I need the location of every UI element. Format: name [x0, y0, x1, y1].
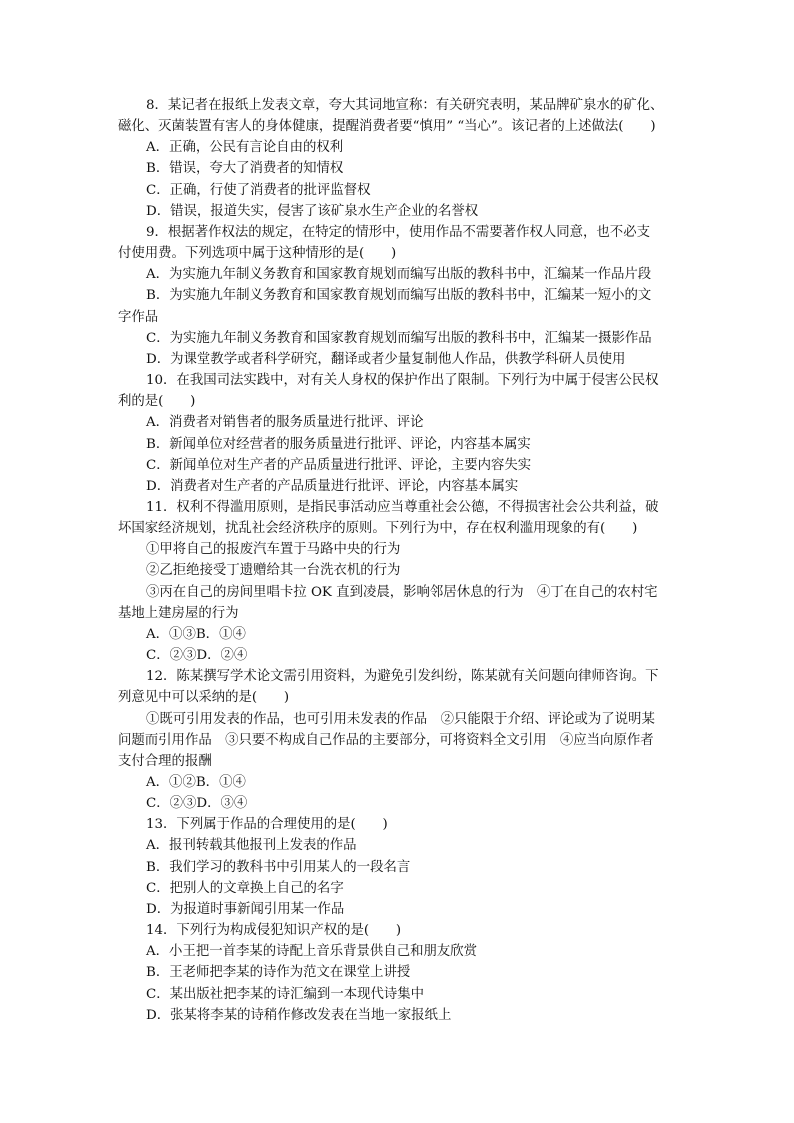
- question-9-option-b-cont: 字作品: [118, 309, 159, 325]
- question-9-option-d: D．为课堂教学或者科学研究，翻译或者少量复制他人作品，供教学科研人员使用: [146, 351, 626, 367]
- question-11-item-3: ③丙在自己的房间里唱卡拉 OK 直到凌晨，影响邻居休息的行为 ④丁在自己的农村宅: [146, 584, 658, 600]
- question-12-items-line-1: ①既可引用发表的作品，也可引用未发表的作品 ②只能限于介绍、评论或为了说明某: [146, 711, 655, 727]
- question-9: [118, 222, 678, 370]
- question-12-options-ab: A．①②B．①④: [146, 775, 246, 790]
- question-12-stem-line-2: 列意见中可以采纳的是( ): [118, 690, 290, 706]
- question-11-options-cd: C．②③D．②④: [146, 648, 248, 664]
- question-8: [118, 95, 678, 222]
- question-12-items-line-2: 问题而引用作品 ③只要不构成自己作品的主要部分，可将资料全文引用 ④应当向原作者: [118, 732, 654, 748]
- question-11-item-2: ②乙拒绝接受丁遗赠给其一台洗衣机的行为: [146, 563, 401, 579]
- question-8-option-a: A．正确，公民有言论自由的权利: [146, 140, 344, 156]
- question-14: [118, 920, 678, 1026]
- question-11: [118, 497, 678, 666]
- question-10-stem-line-1: 10．在我国司法实践中，对有关人身权的保护作出了限制。下列行为中属于侵害公民权: [146, 373, 659, 389]
- question-10-option-a: A．消费者对销售者的服务质量进行批评、评论: [146, 415, 424, 431]
- question-11-stem-line-2: 坏国家经济规划，扰乱社会经济秩序的原则。下列行为中，存在权利滥用现象的有( ): [118, 521, 638, 537]
- question-10: [118, 370, 678, 497]
- question-14-option-c: C．某出版社把李某的诗汇编到一本现代诗集中: [146, 986, 425, 1002]
- question-11-item-3-cont: 基地上建房屋的行为: [118, 605, 239, 621]
- question-9-option-c: C．为实施九年制义务教育和国家教育规划而编写出版的教科书中，汇编某一摄影作品: [146, 330, 652, 346]
- question-13-option-d: D．为报道时事新闻引用某一作品: [146, 901, 345, 917]
- question-13-stem: 13．下列属于作品的合理使用的是( ): [146, 817, 388, 833]
- question-8-option-b: B．错误，夸大了消费者的知情权: [146, 161, 344, 177]
- question-13-option-b: B．我们学习的教科书中引用某人的一段名言: [146, 859, 411, 875]
- question-12: [118, 666, 678, 814]
- question-9-stem-line-1: 9．根据著作权法的规定，在特定的情形中，使用作品不需要著作权人同意，也不必支: [146, 224, 650, 240]
- question-13-option-c: C．把别人的文章换上自己的名字: [146, 880, 344, 896]
- question-14-option-a: A．小王把一首李某的诗配上音乐背景供自己和朋友欣赏: [146, 944, 478, 960]
- question-14-stem: 14．下列行为构成侵犯知识产权的是( ): [146, 923, 402, 939]
- question-14-option-b: B．王老师把李某的诗作为范文在课堂上讲授: [146, 965, 411, 981]
- question-9-stem-line-2: 付使用费。下列选项中属于这种情形的是( ): [118, 246, 397, 262]
- document-page: [118, 95, 678, 1026]
- question-14-option-d: D．张某将李某的诗稍作修改发表在当地一家报纸上: [146, 1007, 452, 1023]
- question-10-stem-line-2: 利的是( ): [118, 394, 196, 410]
- question-8-option-c: C．正确，行使了消费者的批评监督权: [146, 182, 371, 198]
- question-11-stem-line-1: 11．权利不得滥用原则，是指民事活动应当尊重社会公德，不得损害社会公共利益，破: [146, 499, 659, 515]
- question-8-option-d: D．错误，报道失实，侵害了该矿泉水生产企业的名誉权: [146, 203, 479, 219]
- question-11-options-ab: A．①③B．①④: [146, 626, 246, 642]
- question-12-stem-line-1: 12．陈某撰写学术论文需引用资料，为避免引发纠纷，陈某就有关问题向律师咨询。下: [146, 669, 659, 685]
- question-13: [118, 814, 678, 920]
- question-13-option-a: A．报刊转载其他报刊上发表的作品: [146, 838, 357, 854]
- question-8-stem-line-2: 磁化、灭菌装置有害人的身体健康，提醒消费者要“慎用” “当心”。该记者的上述做法( ): [118, 119, 656, 135]
- question-10-option-d: D．消费者对生产者的产品质量进行批评、评论，内容基本属实: [146, 478, 519, 494]
- question-12-options-cd: C．②③D．③④: [146, 796, 248, 812]
- question-10-option-b: B．新闻单位对经营者的服务质量进行批评、评论，内容基本属实: [146, 436, 531, 452]
- question-9-option-b: B．为实施九年制义务教育和国家教育规划而编写出版的教科书中，汇编某一短小的文: [146, 288, 652, 304]
- question-10-option-c: C．新闻单位对生产者的产品质量进行批评、评论，主要内容失实: [146, 457, 532, 473]
- question-12-items-line-3: 支付合理的报酬: [118, 753, 212, 769]
- question-9-option-a: A．为实施九年制义务教育和国家教育规划而编写出版的教科书中，汇编某一作品片段: [146, 267, 652, 283]
- question-11-item-1: ①甲将自己的报废汽车置于马路中央的行为: [146, 542, 401, 558]
- question-8-stem-line-1: 8．某记者在报纸上发表文章，夸大其词地宣称：有关研究表明，某品牌矿泉水的矿化、: [146, 98, 664, 113]
